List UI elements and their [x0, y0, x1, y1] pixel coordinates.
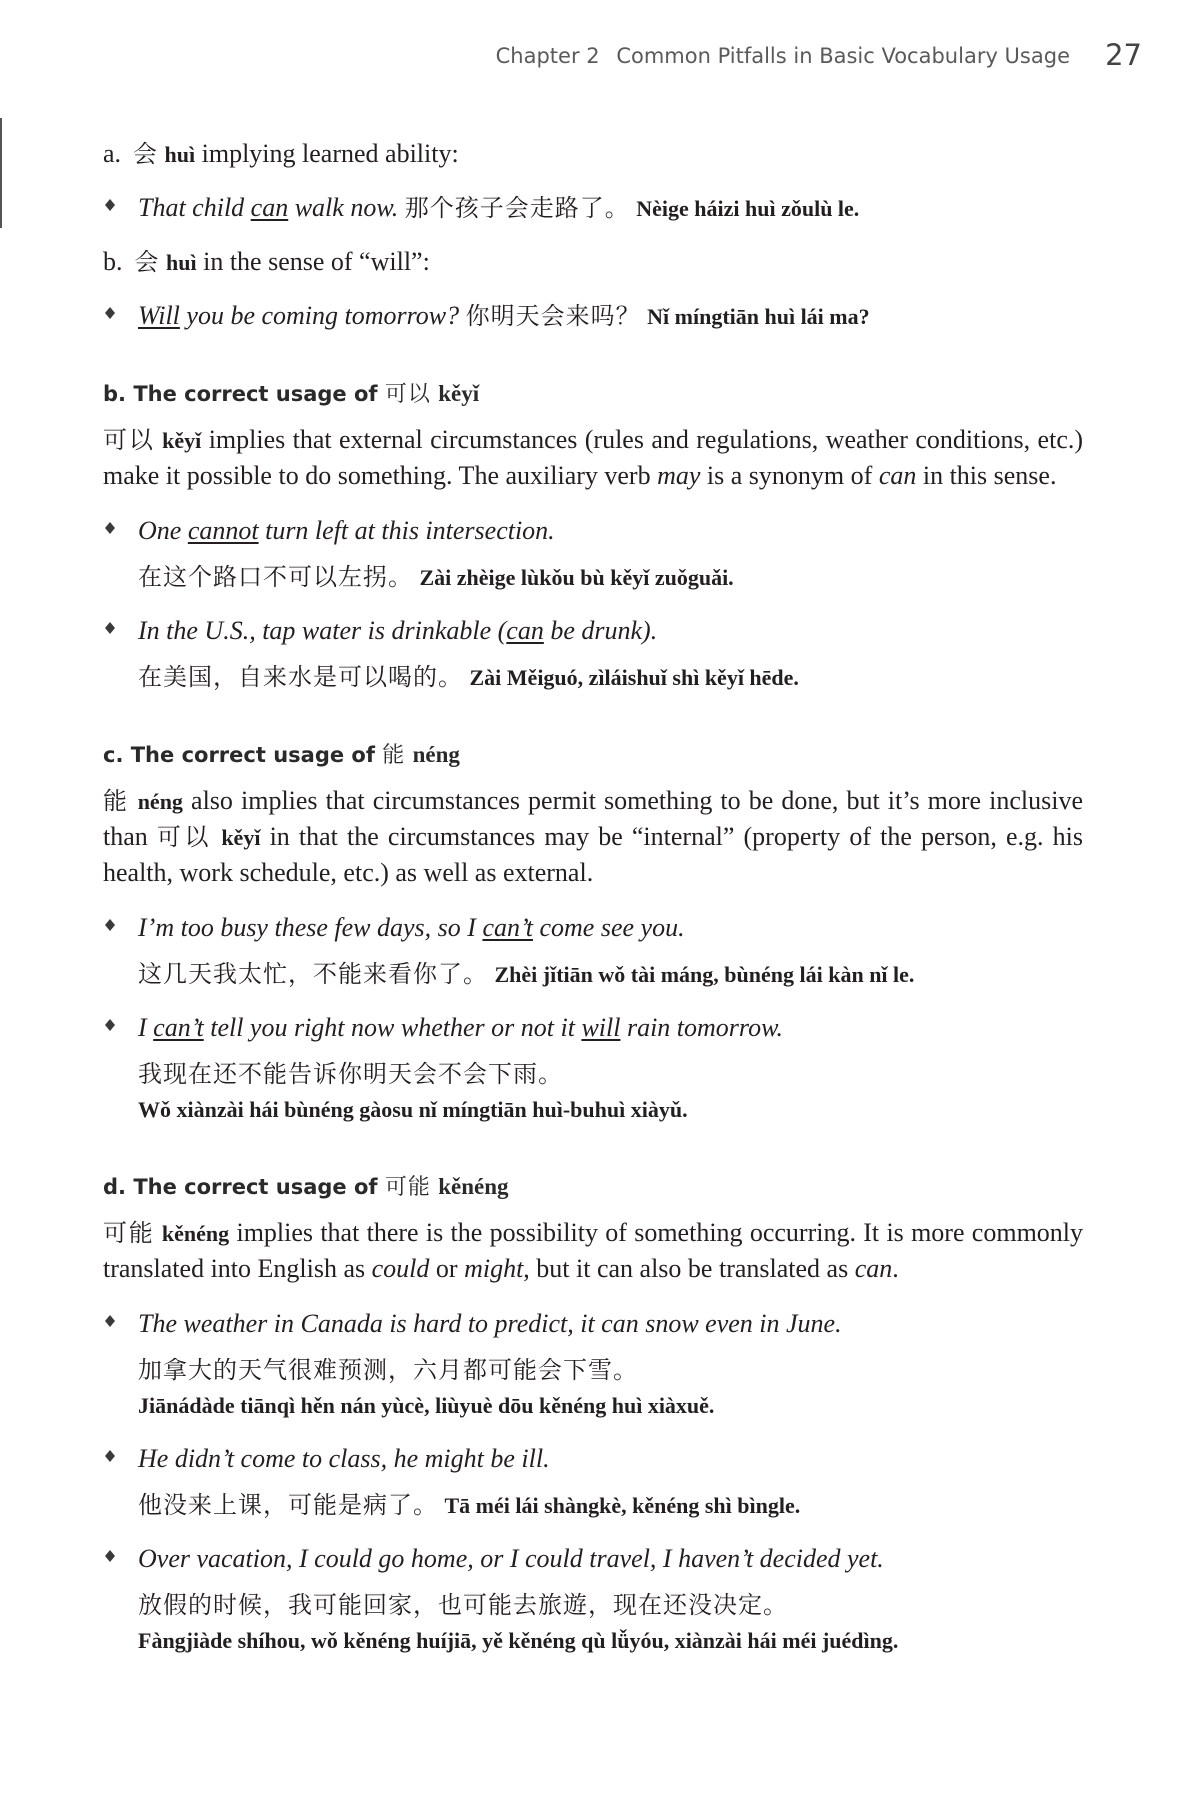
- pinyin-example: Wǒ xiànzài hái bùnéng gàosu nǐ míngtiān huì-buhuì xiàyǔ.: [138, 1097, 688, 1122]
- diamond-bullet-icon: [105, 622, 115, 634]
- pinyin-example: Zài zhèige lùkǒu bù kěyǐ zuǒguǎi.: [419, 565, 734, 590]
- chinese-example: 放假的时候，我可能回家，也可能去旅遊，现在还没决定。: [138, 1591, 788, 1619]
- english-example: He didn’t come to class, he might be ill.: [138, 1444, 550, 1473]
- chinese-example: 他没来上课，可能是病了。: [138, 1491, 438, 1519]
- diamond-bullet-icon: [105, 199, 115, 211]
- example-bullet: [103, 613, 1083, 696]
- page-number: 27: [1105, 38, 1142, 72]
- chinese-example: 你明天会来吗？: [465, 302, 641, 330]
- chinese-example: 在美国，自来水是可以喝的。: [138, 663, 463, 691]
- section-heading-b: b. The correct usage of 可以 kěyǐ: [103, 381, 480, 407]
- section-heading-d: d. The correct usage of 可能 kěnéng: [103, 1174, 509, 1200]
- chinese-example: 那个孩子会走路了。: [404, 194, 630, 222]
- pinyin-example: Zài Měiguó, zìláishuǐ shì kěyǐ hēde.: [469, 665, 799, 690]
- chinese-example: 加拿大的天气很难预测，六月都可能会下雪。: [138, 1356, 638, 1384]
- diamond-bullet-icon: [105, 1315, 115, 1327]
- item-a: a. 会 huì implying learned ability:: [103, 139, 459, 168]
- chinese-example: 我现在还不能告诉你明天会不会下雨。: [138, 1060, 563, 1088]
- chinese-example: 在这个路口不可以左拐。: [138, 563, 413, 591]
- pinyin-example: Tā méi lái shàngkè, kěnéng shì bìngle.: [444, 1493, 801, 1518]
- pinyin-example: Nèige háizi huì zǒulù le.: [636, 196, 860, 221]
- pinyin-example: Jiānádàde tiānqì hěn nán yùcè, liùyuè dōu kěnéng huì xiàxuě.: [138, 1393, 715, 1418]
- english-example: I’m too busy these few days, so I can’t come see you.: [138, 913, 685, 942]
- english-example: One cannot turn left at this intersection.: [138, 516, 555, 545]
- diamond-bullet-icon: [105, 522, 115, 534]
- example-bullet: [103, 1306, 1083, 1424]
- section-c-paragraph: 能 néng also implies that circumstances permit something to be done, but it’s more inclusive than 可以 kěyǐ in that the circumstances may be “internal” (property of the person, e.g. his health, work schedule, etc.) as well as external.: [103, 786, 1084, 887]
- pinyin-example: Zhèi jǐtiān wǒ tài máng, bùnéng lái kàn nǐ le.: [494, 962, 915, 987]
- section-heading-c: c. The correct usage of 能 néng: [103, 742, 460, 768]
- running-head: [496, 44, 1070, 68]
- diamond-bullet-icon: [105, 307, 115, 319]
- pinyin-example: Nǐ míngtiān huì lái ma?: [647, 304, 870, 329]
- example-bullet: [103, 513, 1083, 596]
- example-bullet: [103, 1010, 1083, 1128]
- pinyin-example: Fàngjiàde shíhou, wǒ kěnéng huíjiā, yě kěnéng qù lǚyóu, xiànzài hái méi juédìng.: [138, 1628, 899, 1653]
- example-bullet: [103, 298, 1083, 335]
- chinese-example: 这几天我太忙，不能来看你了。: [138, 960, 488, 988]
- english-example: I can’t tell you right now whether or not it will rain tomorrow.: [138, 1013, 783, 1042]
- example-bullet: [103, 1541, 1083, 1659]
- margin-rule: [0, 118, 2, 228]
- section-d-paragraph: 可能 kěnéng implies that there is the possibility of something occurring. It is more commonly translated into English as could or might, but it can also be translated as can.: [103, 1218, 1084, 1283]
- diamond-bullet-icon: [105, 919, 115, 931]
- page-body: [103, 136, 1083, 1676]
- english-example: Will you be coming tomorrow?: [138, 301, 460, 330]
- chapter-label: Chapter 2: [495, 44, 600, 68]
- example-bullet: [103, 190, 1083, 227]
- english-example: In the U.S., tap water is drinkable (can be drunk).: [138, 616, 658, 645]
- english-example: Over vacation, I could go home, or I could travel, I haven’t decided yet.: [138, 1544, 884, 1573]
- diamond-bullet-icon: [105, 1550, 115, 1562]
- chapter-title: Common Pitfalls in Basic Vocabulary Usage: [616, 44, 1070, 68]
- diamond-bullet-icon: [105, 1450, 115, 1462]
- section-b-paragraph: 可以 kěyǐ implies that external circumstances (rules and regulations, weather conditions, etc.) make it possible to do something. The auxiliary verb may is a synonym of can in this sense.: [103, 425, 1084, 490]
- english-example: The weather in Canada is hard to predict, it can snow even in June.: [138, 1309, 842, 1338]
- diamond-bullet-icon: [105, 1019, 115, 1031]
- example-bullet: [103, 910, 1083, 993]
- english-example: That child can walk now.: [138, 193, 399, 222]
- item-b: b. 会 huì in the sense of “will”:: [103, 247, 430, 276]
- example-bullet: [103, 1441, 1083, 1524]
